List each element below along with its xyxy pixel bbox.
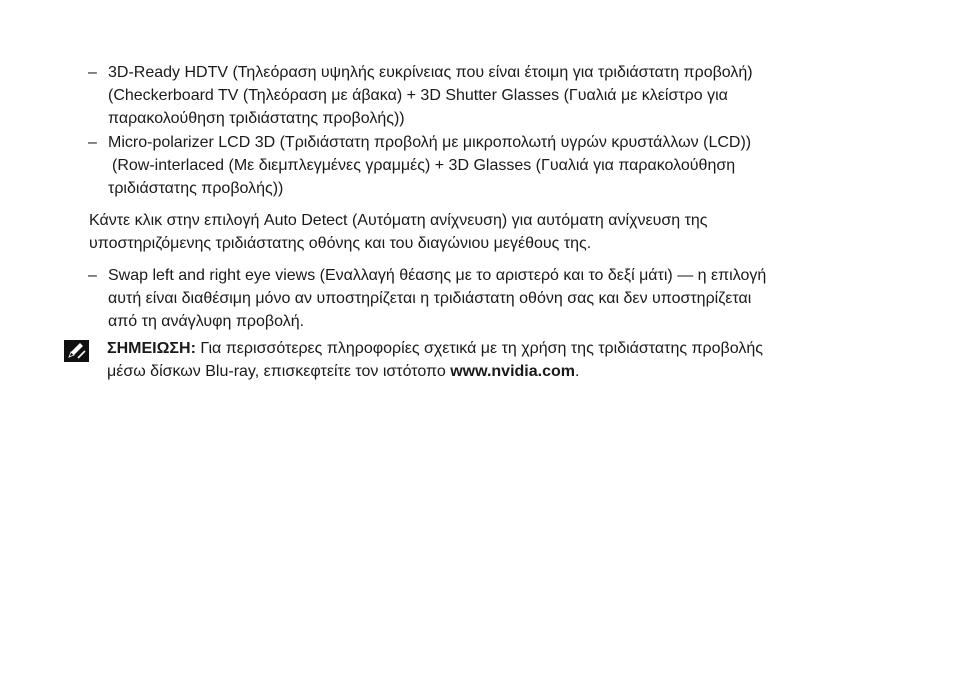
note-end: . bbox=[574, 363, 580, 380]
list-item-3d-ready-hdtv bbox=[88, 61, 868, 130]
list-item-line: Swap left and right eye views (Εναλλαγή θέασης με το αριστερό και το δεξί μάτι) — η επιλογή bbox=[108, 267, 767, 284]
note-text bbox=[107, 337, 867, 383]
note-line-1 bbox=[107, 337, 867, 360]
list-item-line: τριδιάστατης προβολής)) bbox=[108, 180, 284, 197]
note-line-2 bbox=[107, 360, 867, 383]
list-dash: – bbox=[88, 267, 97, 284]
paragraph-line: υποστηριζόμενης τριδιάστατης οθόνης και του διαγώνιου μεγέθους της. bbox=[89, 235, 592, 252]
list-dash: – bbox=[88, 64, 97, 81]
list-item-swap-eye-views bbox=[88, 264, 868, 333]
note-label: ΣΗΜΕΙΩΣΗ: bbox=[107, 340, 196, 357]
note-line-2-text: μέσω δίσκων Blu-ray, επισκεφτείτε τον ιστότοπο bbox=[107, 363, 451, 380]
note-pencil-icon bbox=[64, 340, 89, 362]
list-item-line: παρακολούθηση τριδιάστατης προβολής)) bbox=[108, 110, 405, 127]
nvidia-link[interactable]: www.nvidia.com bbox=[450, 363, 575, 380]
list-item-line: από τη ανάγλυφη προβολή. bbox=[108, 313, 305, 330]
list-dash: – bbox=[88, 134, 97, 151]
list-item-micro-polarizer bbox=[88, 131, 868, 200]
list-item-line: αυτή είναι διαθέσιμη μόνο αν υποστηρίζεται η τριδιάστατη οθόνη σας και δεν υποστηρίζεται bbox=[108, 290, 752, 307]
list-item-line: (Row-interlaced (Με διεμπλεγμένες γραμμές) + 3D Glasses (Γυαλιά για παρακολούθηση bbox=[112, 157, 736, 174]
paragraph-line: Κάντε κλικ στην επιλογή Auto Detect (Αυτόματη ανίχνευση) για αυτόματη ανίχνευση της bbox=[89, 212, 708, 229]
list-item-line: Micro-polarizer LCD 3D (Τριδιάστατη προβολή με μικροπολωτή υγρών κρυστάλλων (LCD)) bbox=[108, 134, 752, 151]
note-line-1-text: Για περισσότερες πληροφορίες σχετικά με τη χρήση της τριδιάστατης προβολής bbox=[195, 340, 763, 357]
list-item-line: 3D-Ready HDTV (Τηλεόραση υψηλής ευκρίνειας που είναι έτοιμη για τριδιάστατη προβολή) bbox=[108, 64, 753, 81]
auto-detect-paragraph bbox=[89, 209, 869, 255]
list-item-line: (Checkerboard TV (Τηλεόραση με άβακα) + 3D Shutter Glasses (Γυαλιά με κλείστρο για bbox=[108, 87, 728, 104]
